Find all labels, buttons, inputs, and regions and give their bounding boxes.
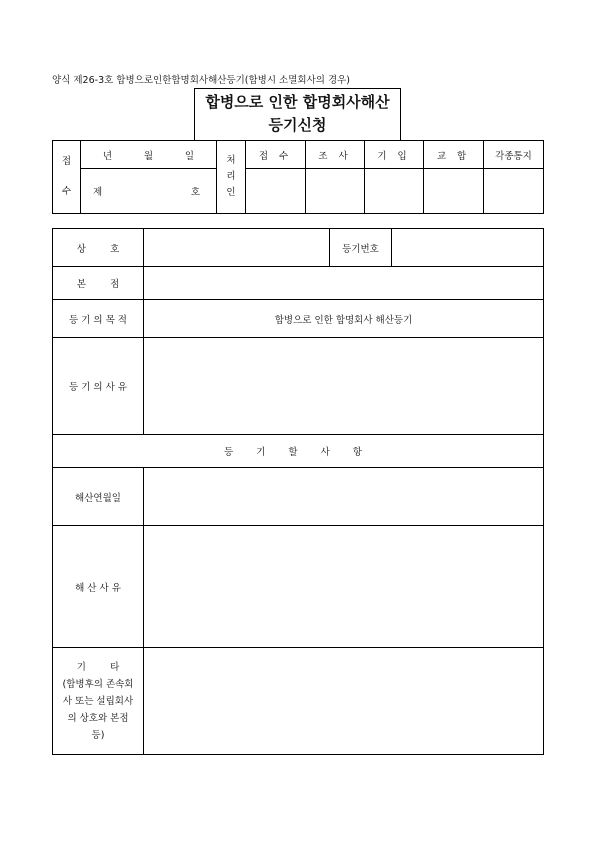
matters-header: 등 기 할 사 항 [53, 435, 544, 468]
head-office-label: 본 점 [53, 267, 144, 300]
col-check-cell[interactable] [424, 169, 484, 214]
other-value[interactable] [144, 648, 544, 755]
dissolution-reason-value[interactable] [144, 526, 544, 648]
head-office-value[interactable] [144, 267, 544, 300]
reg-number-label: 등기번호 [330, 229, 392, 267]
receipt-number[interactable] [81, 169, 217, 214]
date-month-label: 월 [143, 150, 154, 162]
trade-name-label: 상 호 [53, 229, 144, 267]
receipt-table [52, 140, 544, 214]
other-label: 기 타 (합병후의 존속회 사 또는 설립회사 의 상호와 본점 등) [53, 648, 144, 755]
col-receipt-cell[interactable] [246, 169, 306, 214]
col-review-header: 조 사 [306, 141, 365, 169]
col-check-header: 교 합 [424, 141, 484, 169]
process-label: 처 리 인 [217, 141, 246, 214]
col-review-cell[interactable] [306, 169, 365, 214]
document-title [194, 88, 401, 140]
application-table [52, 228, 544, 755]
col-entry-cell[interactable] [365, 169, 424, 214]
reg-number-value[interactable] [392, 229, 544, 267]
date-year-label: 년 [102, 150, 113, 162]
cause-value[interactable] [144, 338, 544, 435]
trade-name-value[interactable] [144, 229, 330, 267]
title-line-1: 합병으로 인한 합명회사해산 [205, 93, 390, 111]
title-line-2: 등기신청 [268, 116, 327, 134]
purpose-label: 등 기 의 목 적 [53, 300, 144, 338]
date-day-label: 일 [184, 150, 195, 162]
number-suffix: 호 [190, 187, 200, 198]
dissolution-reason-label: 해 산 사 유 [53, 526, 144, 648]
form-number: 양식 제26-3호 합병으로인한합명회사해산등기(합병시 소멸회사의 경우) [52, 75, 351, 86]
col-receipt-header: 접 수 [246, 141, 306, 169]
receipt-date[interactable] [81, 141, 217, 169]
receipt-label: 접 수 [53, 141, 81, 214]
col-entry-header: 기 입 [365, 141, 424, 169]
dissolution-date-value[interactable] [144, 468, 544, 526]
col-notice-header: 각종통지 [484, 141, 544, 169]
purpose-value: 합병으로 인한 합명회사 해산등기 [144, 300, 544, 338]
col-notice-cell[interactable] [484, 169, 544, 214]
cause-label: 등 기 의 사 유 [53, 338, 144, 435]
number-prefix: 제 [93, 187, 103, 198]
dissolution-date-label: 해산연월일 [53, 468, 144, 526]
